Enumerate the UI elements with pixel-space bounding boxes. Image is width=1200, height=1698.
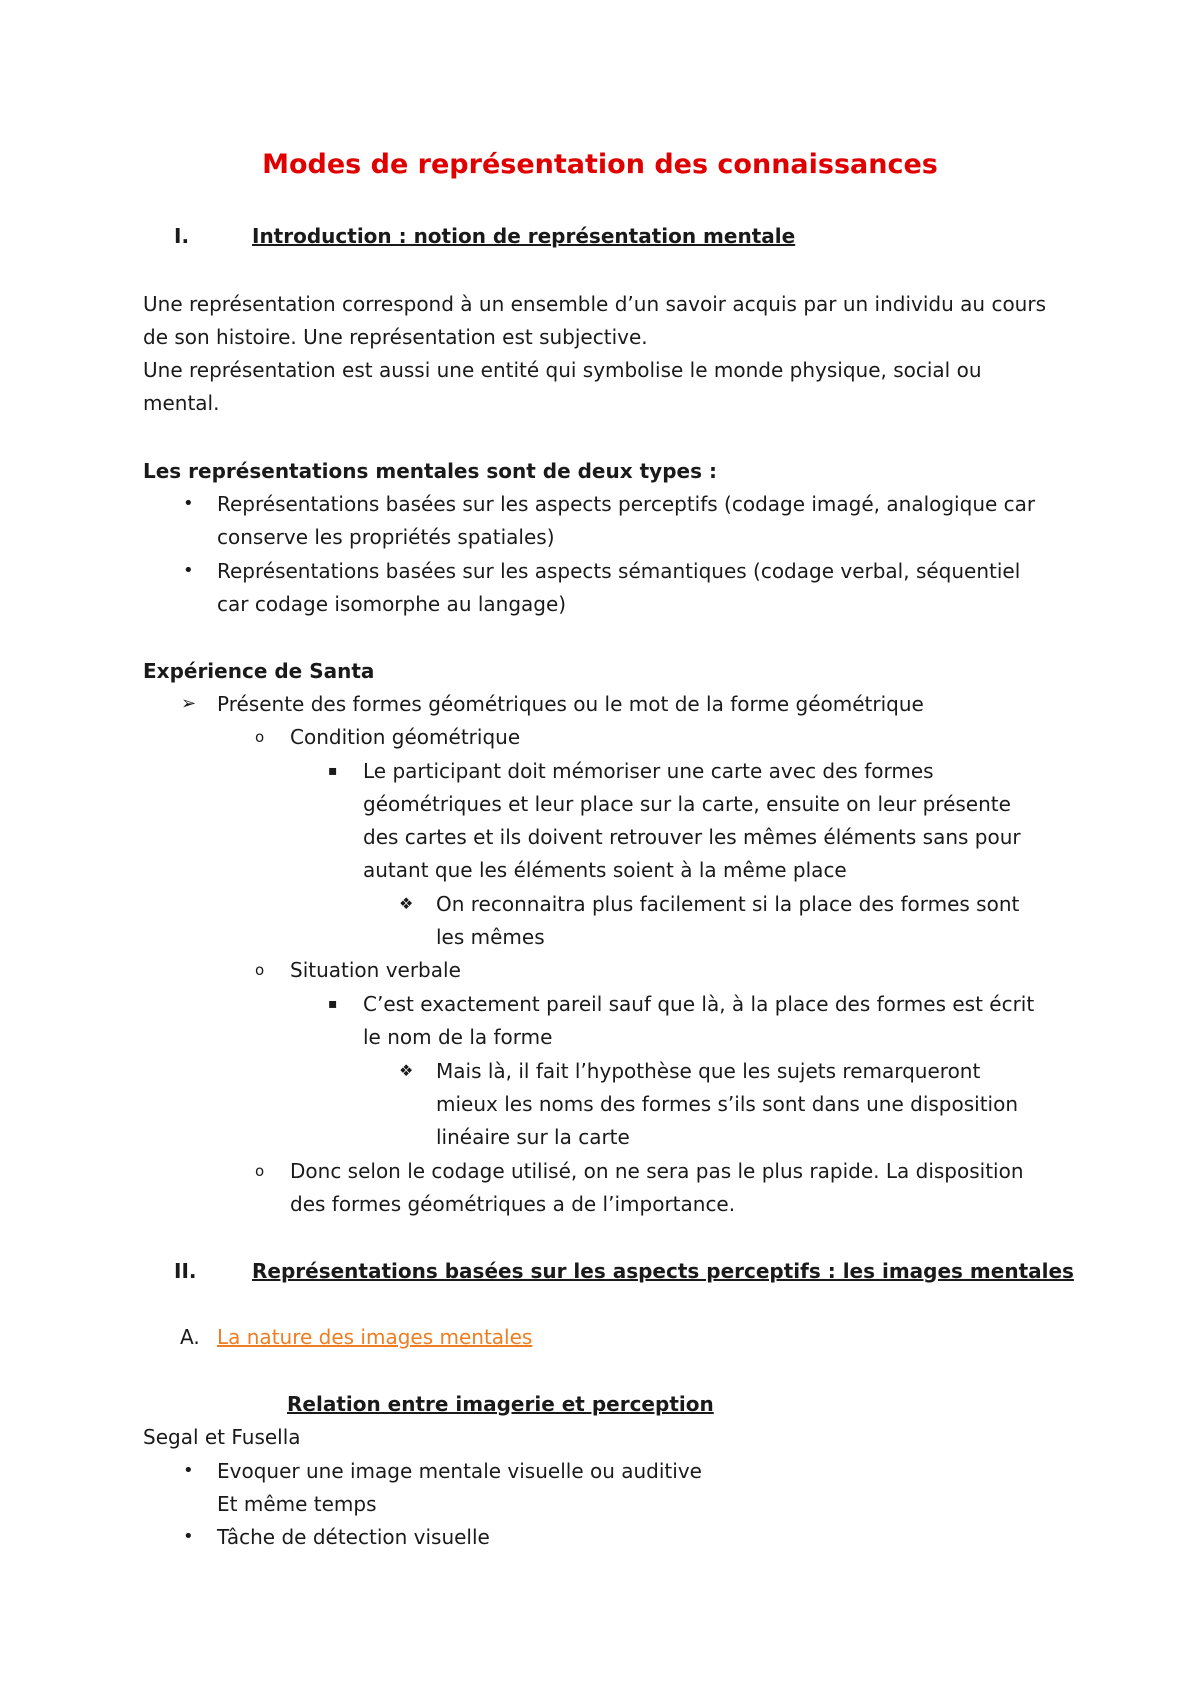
- list-item: des cartes et ils doivent retrouver les mêmes éléments sans pour: [363, 825, 1021, 849]
- bullet-icon: •: [183, 560, 194, 581]
- section-2-number: II.: [174, 1259, 197, 1283]
- circle-bullet-icon: o: [255, 728, 265, 746]
- list-item: conserve les propriétés spatiales): [217, 525, 555, 549]
- bullet-icon: •: [183, 1526, 194, 1547]
- list-item: C’est exactement pareil sauf que là, à la place des formes est écrit: [363, 992, 1035, 1016]
- list-item: On reconnaitra plus facilement si la place des formes sont: [436, 892, 1020, 916]
- square-bullet-icon: ▪: [328, 996, 338, 1012]
- types-heading: Les représentations mentales sont de deux types :: [143, 459, 717, 483]
- section-1-heading: Introduction : notion de représentation mentale: [252, 224, 796, 248]
- paragraph-line: de son histoire. Une représentation est subjective.: [143, 325, 648, 349]
- list-item: Donc selon le codage utilisé, on ne sera pas le plus rapide. La disposition: [290, 1159, 1024, 1183]
- list-item: des formes géométriques a de l’importance.: [290, 1192, 736, 1216]
- list-item: Situation verbale: [290, 958, 461, 982]
- authors: Segal et Fusella: [143, 1425, 301, 1449]
- section-2-heading: Représentations basées sur les aspects perceptifs : les images mentales: [252, 1259, 1074, 1283]
- paragraph-line: mental.: [143, 391, 220, 415]
- circle-bullet-icon: o: [255, 961, 265, 979]
- paragraph-line: Une représentation est aussi une entité qui symbolise le monde physique, social ou: [143, 358, 982, 382]
- list-item: linéaire sur la carte: [436, 1125, 630, 1149]
- bullet-icon: •: [183, 493, 194, 514]
- list-item: autant que les éléments soient à la même place: [363, 858, 847, 882]
- document-title: Modes de représentation des connaissances: [262, 149, 938, 180]
- square-bullet-icon: ▪: [328, 763, 338, 779]
- list-item: Le participant doit mémoriser une carte avec des formes: [363, 759, 934, 783]
- subsection-a-title[interactable]: La nature des images mentales: [217, 1325, 533, 1349]
- section-1-number: I.: [174, 224, 190, 248]
- subsection-a-letter: A.: [180, 1325, 200, 1349]
- santa-heading: Expérience de Santa: [143, 659, 375, 683]
- diamond-bullet-icon: ❖: [399, 894, 414, 913]
- list-item: Condition géométrique: [290, 725, 521, 749]
- arrow-icon: ➢: [181, 693, 197, 714]
- list-item: les mêmes: [436, 925, 545, 949]
- list-item: Mais là, il fait l’hypothèse que les sujets remarqueront: [436, 1059, 981, 1083]
- diamond-bullet-icon: ❖: [399, 1061, 414, 1080]
- list-item: Représentations basées sur les aspects sémantiques (codage verbal, séquentiel: [217, 559, 1021, 583]
- list-item: le nom de la forme: [363, 1025, 553, 1049]
- circle-bullet-icon: o: [255, 1162, 265, 1180]
- list-item: Et même temps: [217, 1492, 377, 1516]
- list-item: Evoquer une image mentale visuelle ou auditive: [217, 1459, 702, 1483]
- list-item: Présente des formes géométriques ou le mot de la forme géométrique: [217, 692, 924, 716]
- list-item: Représentations basées sur les aspects perceptifs (codage imagé, analogique car: [217, 492, 1036, 516]
- list-item: géométriques et leur place sur la carte, ensuite on leur présente: [363, 792, 1011, 816]
- list-item: Tâche de détection visuelle: [217, 1525, 490, 1549]
- list-item: mieux les noms des formes s’ils sont dans une disposition: [436, 1092, 1019, 1116]
- paragraph-line: Une représentation correspond à un ensemble d’un savoir acquis par un individu au cours: [143, 292, 1046, 316]
- relation-heading: Relation entre imagerie et perception: [287, 1392, 714, 1416]
- list-item: car codage isomorphe au langage): [217, 592, 567, 616]
- bullet-icon: •: [183, 1460, 194, 1481]
